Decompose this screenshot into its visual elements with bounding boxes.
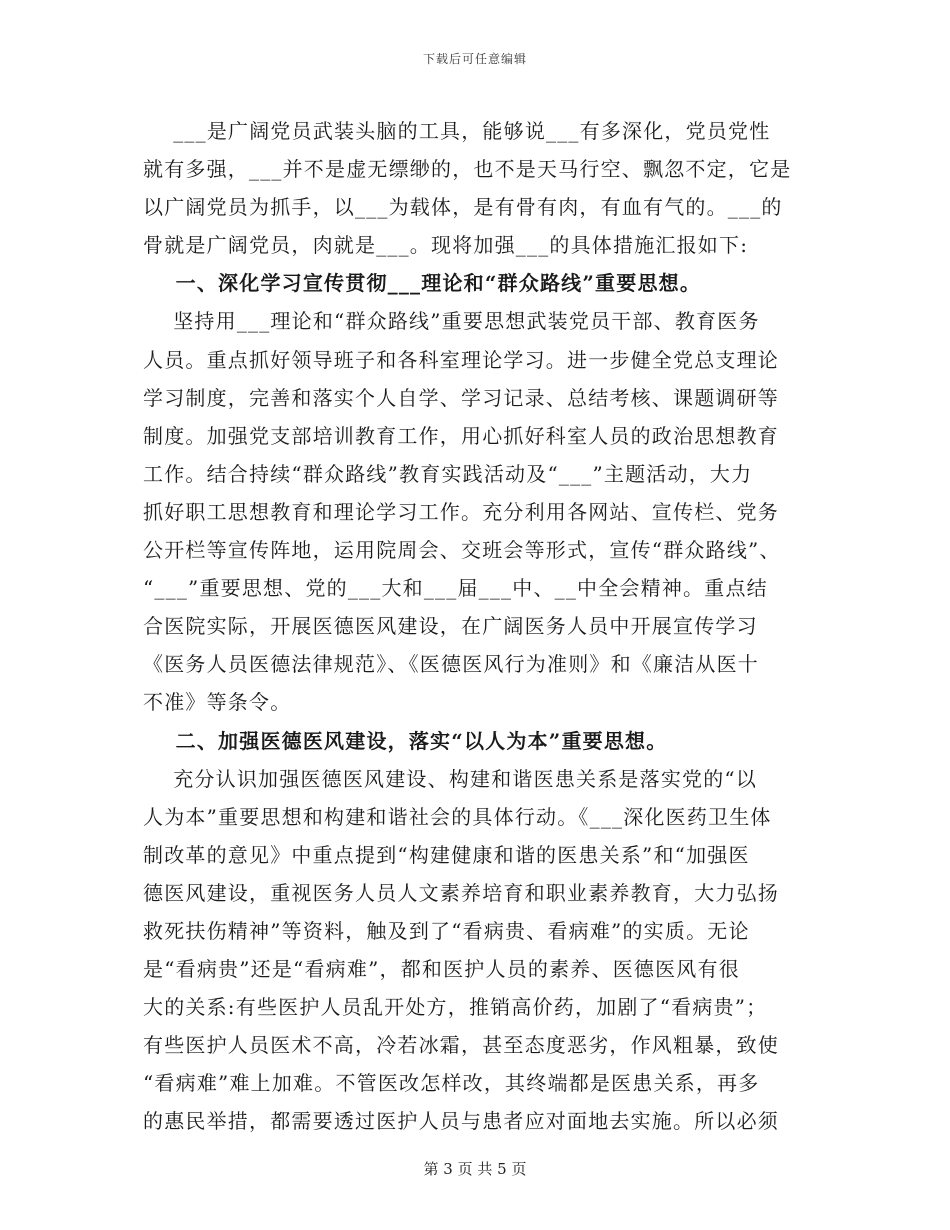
body-text-line: ___是广阔党员武装头脑的工具，能够说___有多深化，党员党性 [143, 119, 771, 143]
body-text-line: 的惠民举措，都需要透过医护人员与患者应对面地去实施。所以必须 [143, 1109, 779, 1134]
body-text-line: 大的关系:有些医护人员乱开处方，推销高价药，加剧了“看病贵”； [143, 995, 768, 1020]
body-text-line: 工作。结合持续“群众路线”教育实践活动及“___”主题活动，大力 [143, 461, 753, 486]
body-text-line: 人员。重点抓好领导班子和各科室理论学习。进一步健全党总支理论 [143, 347, 779, 372]
body-text-line: “___”重要思想、党的___大和___届___中、__中全会精神。重点结 [143, 576, 768, 601]
body-text-line: 骨就是广阔党员，肉就是___。现将加强___的具体措施汇报如下: [143, 233, 749, 258]
page-footer: 第 3 页 共 5 页 [423, 1160, 527, 1178]
body-text-line: 德医风建设，重视医务人员人文素养培育和职业素养教育，大力弘扬 [143, 880, 779, 905]
body-text-line: 是“看病贵”还是“看病难”，都和医护人员的素养、医德医风有很 [143, 957, 740, 982]
body-text-line: 有些医护人员医术不高，冷若冰霜，甚至态度恶劣，作风粗暴，致使 [143, 1033, 779, 1058]
body-text-line: 合医院实际，开展医德医风建设，在广阔医务人员中开展宣传学习 [143, 614, 758, 639]
body-text-line: 坚持用___理论和“群众路线”重要思想武装党员干部、教育医务 [143, 309, 760, 334]
body-text-line: 人为本”重要思想和构建和谐社会的具体行动。《___深化医药卫生体 [143, 804, 772, 829]
body-text-line: 以广阔党员为抓手，以___为载体，是有骨有肉，有血有气的。___的 [143, 195, 783, 220]
body-text-line: 就有多强，___并不是虚无缥缈的，也不是天马行空、飘忽不定，它是 [143, 157, 792, 182]
page-header: 下载后可任意编辑 [422, 52, 527, 66]
body-text-line: 救死扶伤精神”等资料，触及到了“看病贵、看病难”的实质。无论 [143, 918, 750, 943]
body-text-line: 不准》等条令。 [143, 690, 292, 715]
body-text-line: 充分认识加强医德医风建设、构建和谐医患关系是落实党的“以 [143, 766, 758, 791]
body-text-line: 学习制度，完善和落实个人自学、学习记录、总结考核、课题调研等 [143, 385, 779, 410]
section-heading: 二、加强医德医风建设，落实“以人为本”重要思想。 [143, 728, 668, 753]
body-text-line: 《医务人员医德法律规范》、《医德医风行为准则》和《廉洁从医十 [143, 652, 759, 677]
document-body [143, 112, 811, 1141]
body-text-line: 制度。加强党支部培训教育工作，用心抓好科室人员的政治思想教育 [143, 423, 779, 448]
body-text-line: 公开栏等宣传阵地，运用院周会、交班会等形式，宣传“群众路线”、 [143, 538, 781, 563]
body-text-line: 制改革的意见》中重点提到“构建健康和谐的医患关系”和“加强医 [143, 842, 750, 867]
body-text-line: “看病难”难上加难。不管医改怎样改，其终端都是医患关系，再多 [143, 1071, 760, 1096]
section-heading: 一、深化学习宣传贯彻___理论和“群众路线”重要思想。 [143, 271, 702, 296]
body-text-line: 抓好职工思想教育和理论学习工作。充分利用各网站、宣传栏、党务 [143, 499, 779, 524]
